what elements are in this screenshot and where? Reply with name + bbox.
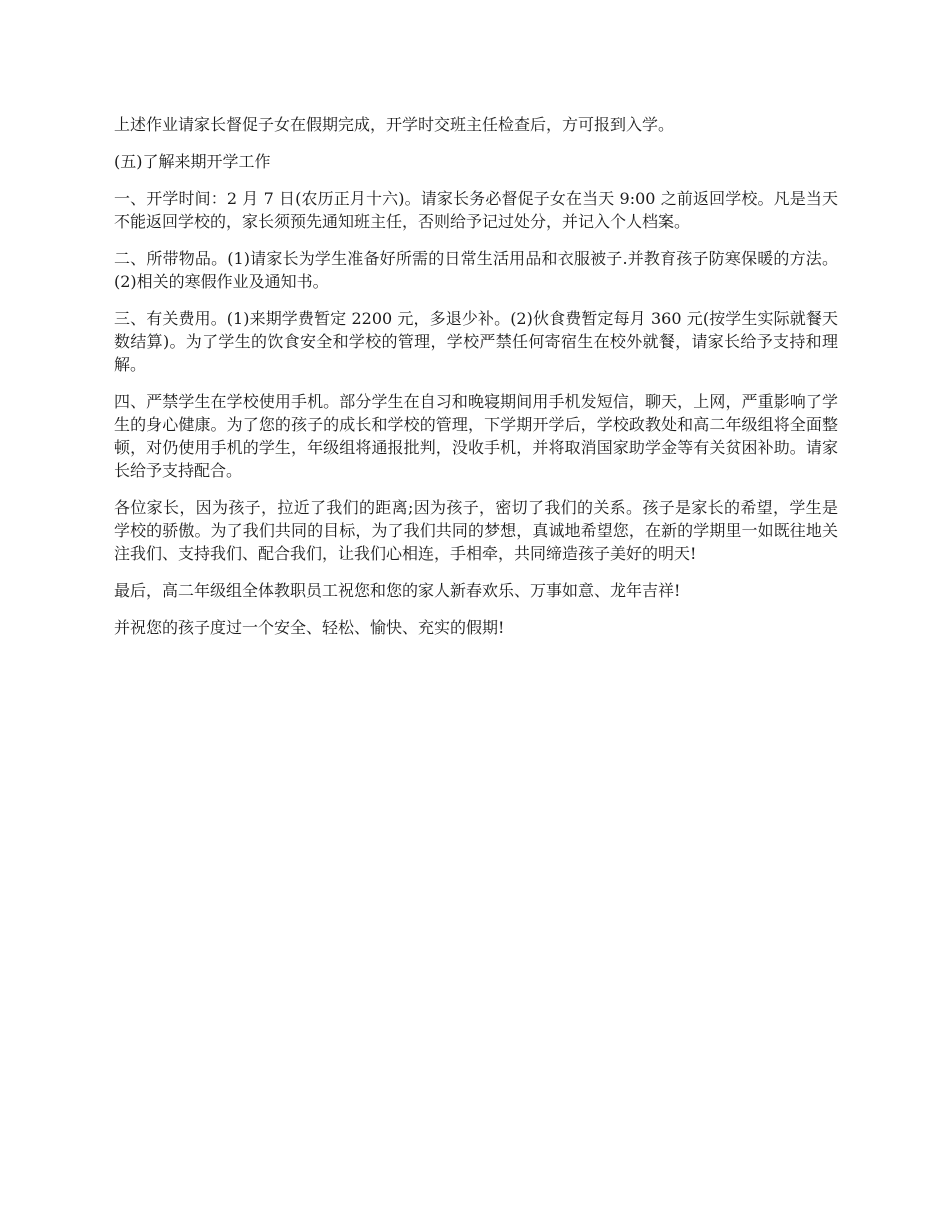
- paragraph-fees: 三、有关费用。(1)来期学费暂定 2200 元，多退少补。(2)伙食费暂定每月 360 元(按学生实际就餐天数结算)。为了学生的饮食安全和学校的管理，学校严禁任何寄宿生在校外就餐，请家长给予支持和理解。: [114, 309, 838, 374]
- paragraph-new-year-wishes: 最后，高二年级组全体教职员工祝您和您的家人新春欢乐、万事如意、龙年吉祥!: [114, 581, 681, 600]
- paragraph-message-to-parents: 各位家长，因为孩子，拉近了我们的距离;因为孩子，密切了我们的关系。孩子是家长的希望，学生是学校的骄傲。为了我们共同的目标，为了我们共同的梦想，真诚地希望您，在新的学期里一如既往地关注我们、支持我们、配合我们，让我们心相连，手相牵，共同缔造孩子美好的明天!: [114, 498, 838, 563]
- paragraph-phone-ban: 四、严禁学生在学校使用手机。部分学生在自习和晚寝期间用手机发短信，聊天，上网，严重影响了学生的身心健康。为了您的孩子的成长和学校的管理，下学期开学后，学校政教处和高二年级组将全面整顿，对仍使用手机的学生，年级组将通报批判，没收手机，并将取消国家助学金等有关贫困补助。请家长给予支持配合。: [114, 392, 838, 480]
- section-heading-next-term: (五)了解来期开学工作: [114, 152, 271, 171]
- paragraph-start-time: 一、开学时间：2 月 7 日(农历正月十六)。请家长务必督促子女在当天 9:00 之前返回学校。凡是当天不能返回学校的，家长须预先通知班主任，否则给予记过处分，并记入个人档案。: [114, 189, 838, 231]
- paragraph-items-to-bring: 二、所带物品。(1)请家长为学生准备好所需的日常生活用品和衣服被子.并教育孩子防寒保暖的方法。(2)相关的寒假作业及通知书。: [114, 249, 838, 291]
- paragraph-homework-note: 上述作业请家长督促子女在假期完成，开学时交班主任检查后，方可报到入学。: [114, 115, 675, 134]
- document-body: [114, 113, 838, 653]
- paragraph-holiday-wishes: 并祝您的孩子度过一个安全、轻松、愉快、充实的假期!: [114, 618, 505, 637]
